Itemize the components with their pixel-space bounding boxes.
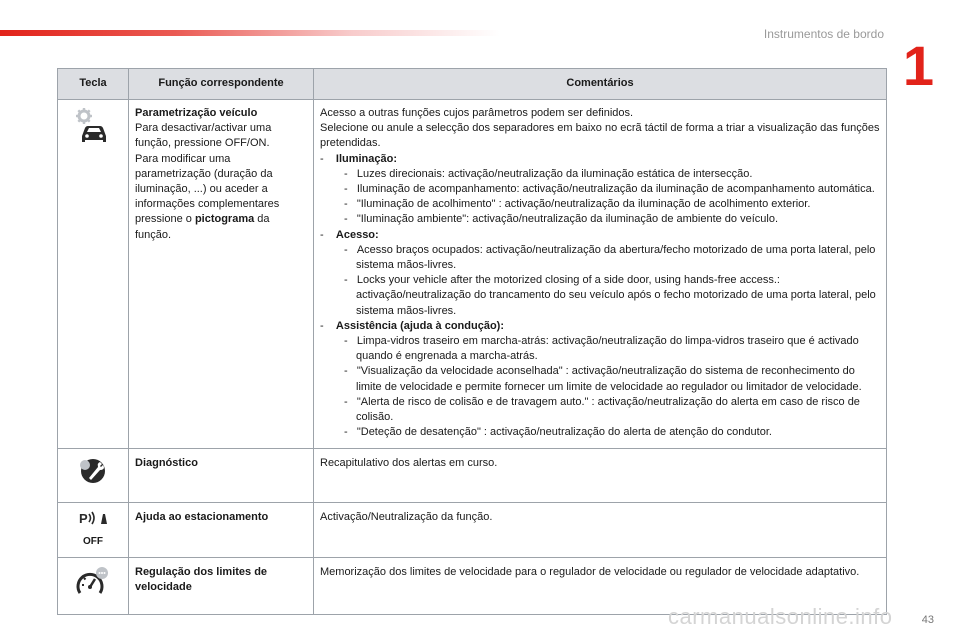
- column-header-key: Tecla: [58, 69, 129, 100]
- comment-text: Activação/Neutralização da função.: [320, 510, 493, 523]
- park-assist-off-icon: [62, 510, 124, 547]
- speed-limit-memory-icon: [75, 590, 111, 602]
- page-number: 43: [921, 614, 934, 626]
- column-header-comments: Comentários: [314, 69, 887, 100]
- vehicle-settings-icon: [73, 137, 113, 149]
- chapter-number: 1: [902, 34, 934, 97]
- function-cell: [129, 449, 314, 502]
- group-heading: - Acesso:: [320, 228, 379, 241]
- table-header-row: [58, 69, 887, 100]
- function-title: Parametrização veículo: [135, 107, 258, 119]
- group-heading: - Iluminação:: [320, 152, 398, 165]
- list-item: - "Alerta de risco de colisão e de travagem auto." : activação/neutralização do alerta em caso de risco de colisão.: [344, 395, 860, 424]
- table-row: [58, 100, 887, 449]
- list-item: - Acesso braços ocupados: activação/neutralização da abertura/fecho motorizado de uma porta lateral, pelo sistema mãos-livres.: [344, 243, 876, 272]
- function-text: Para modificar uma parametrização (duração da iluminação, ...) ou aceder a informações complementares pressione o: [135, 152, 280, 226]
- list-item: - Limpa-vidros traseiro em marcha-atrás: activação/neutralização do limpa-vidros traseiro que é activado quando é engrenada a marcha-atrás.: [344, 335, 859, 363]
- function-title: Diagnóstico: [135, 457, 198, 470]
- function-bold-text: pictograma: [194, 213, 255, 226]
- function-cell: [129, 557, 314, 614]
- comment-text: Memorização dos limites de velocidade para o regulador de velocidade ou regulador de velocidade adaptativo.: [320, 565, 860, 578]
- table-row: [58, 502, 887, 557]
- functions-table: [57, 68, 887, 615]
- diagnostic-wrench-icon: [76, 477, 110, 489]
- column-header-function: Função correspondente: [129, 69, 314, 100]
- function-text: da função.: [135, 213, 270, 241]
- list-item: - "Deteção de desatenção" : activação/neutralização do alerta de atenção do condutor.: [344, 426, 772, 439]
- list-item: - Locks your vehicle after the motorized closing of a side door, using hands-free access.: activação/neutralização do trancamento do seu veículo após o fecho motorizado de uma porta lateral, pelo sistema mãos-livres.: [344, 274, 876, 317]
- comment-text: Acesso a outras funções cujos parâmetros podem ser definidos.: [320, 107, 634, 119]
- comment-cell: [314, 100, 887, 449]
- function-cell: [129, 502, 314, 557]
- key-cell: [58, 100, 129, 449]
- function-cell: [129, 100, 314, 449]
- list-item: - Iluminação de acompanhamento: activação/neutralização da iluminação de acompanhamento automática.: [344, 183, 875, 196]
- park-assist-off-label: OFF: [83, 535, 103, 547]
- list-item: - "Iluminação ambiente": activação/neutralização da iluminação de ambiente do veículo.: [344, 213, 779, 226]
- key-cell: [58, 449, 129, 502]
- comment-cell: [314, 449, 887, 502]
- function-title: Ajuda ao estacionamento: [135, 510, 269, 523]
- key-cell: [58, 557, 129, 614]
- footer-watermark: carmanualsonline.info: [668, 604, 893, 629]
- list-item: - "Iluminação de acolhimento" : activação/neutralização da iluminação de acolhimento exterior.: [344, 198, 811, 211]
- function-title: Regulação dos limites de velocidade: [135, 565, 268, 594]
- comment-text: Recapitulativo dos alertas em curso.: [320, 457, 498, 470]
- section-title: Instrumentos de bordo: [763, 27, 884, 41]
- list-item: - "Visualização da velocidade aconselhada" : activação/neutralização do sistema de reconhecimento do limite de velocidade e permite fornecer um limite de velocidade ao regulador ou limitador de velocidade.: [344, 365, 862, 393]
- table-row: [58, 449, 887, 502]
- list-item: - Luzes direcionais: activação/neutralização da iluminação estática de intersecção.: [344, 167, 753, 180]
- comment-cell: [314, 502, 887, 557]
- group-heading: - Assistência (ajuda à condução):: [320, 319, 504, 332]
- svg-text:P: P: [79, 510, 88, 526]
- function-text: Para desactivar/activar uma função, pressione OFF/ON.: [135, 122, 272, 150]
- comment-text: Selecione ou anule a selecção dos separadores em baixo no ecrã táctil de forma a triar a visualização das funções pretendidas.: [320, 122, 880, 150]
- key-cell: [58, 502, 129, 557]
- header-accent-bar: [0, 30, 500, 36]
